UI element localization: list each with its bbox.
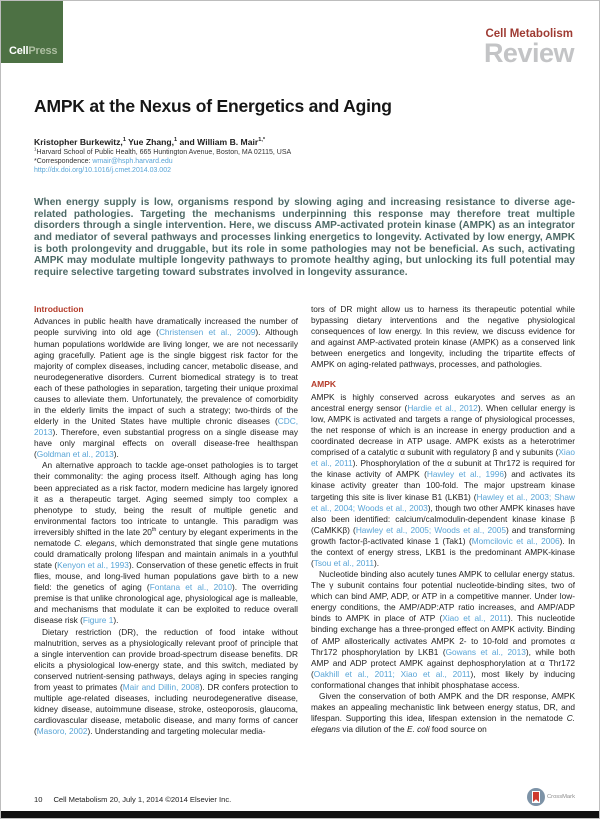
citation-link[interactable]: Xiao et al., 2011 — [442, 613, 508, 624]
cellpress-logo — [1, 1, 63, 63]
text-segment: C. elegans — [311, 713, 575, 735]
citation-link[interactable]: Fontana et al., 2010 — [149, 582, 233, 593]
superscript: 1,* — [258, 137, 266, 144]
text-segment: ). — [113, 615, 119, 626]
text-segment: ), most likely by inducing conformational changes that inhibit phosphatase access. — [311, 668, 575, 690]
text-segment: ). Conservation of these genetic effects in fruit flies, mouse, and long-lived human populations gave birth to a new field: the genetics of aging ( — [34, 560, 299, 593]
citation-link[interactable]: Christensen et al., 2009 — [158, 327, 256, 338]
email-link[interactable]: wmair@hsph.harvard.edu — [92, 158, 173, 165]
affiliation — [34, 146, 292, 156]
column-left — [34, 304, 298, 793]
citation-link[interactable]: Tsou et al., 2011 — [313, 558, 375, 568]
section-heading: AMPK — [311, 379, 337, 390]
citation-link[interactable]: Hawley et al., 2005; Woods et al., 2005 — [355, 524, 506, 535]
text-segment: ). This nucleotide binding exchange has a three-pronged effect on AMPK activity. Binding of AMP allosterically activates AMPK 2- to 10-fold and promotes α Thr172 phosphorylation by LKB1 ( — [311, 613, 575, 657]
text-segment: AMPK is highly conserved across eukaryotes and serves as an ancestral energy sensor ( — [311, 391, 575, 413]
crossmark-logo[interactable] — [527, 788, 575, 806]
author-line — [34, 137, 265, 147]
citation-link[interactable]: Oakhill et al., 2011; Xiao et al., 2011 — [313, 668, 471, 679]
citation-link[interactable]: Mair and Dillin, 2008 — [122, 681, 200, 692]
citation-link[interactable]: Masoro, 2002 — [36, 726, 88, 737]
text-segment: Nucleotide binding also acutely tunes AMPK to cellular energy status. The γ subunit contains four potential nucleotide-binding sites, two of which can bind AMP, ADP, or ATP in a competitive manner. Under low-energy conditions, the AMP/ADP:ATP ratio increases, and AMP/ADP binds to AMPK in place of ATP ( — [311, 569, 575, 624]
text-segment: via dilution of the — [340, 724, 407, 735]
text-segment: *Correspondence: — [34, 158, 93, 165]
body-paragraph — [34, 460, 298, 626]
bottom-bar — [1, 811, 600, 818]
text-segment: ). — [374, 558, 380, 568]
text-segment: ), while both AMP and ADP protect AMPK against dephosphorylation at α Thr172 ( — [311, 646, 575, 679]
article-type: Review — [483, 38, 574, 68]
footer — [34, 795, 231, 804]
citation-link[interactable]: Hawley et al., 2003; Shaw et al., 2004; Woods et al., 2003 — [311, 491, 575, 513]
body-columns — [34, 304, 575, 793]
body-paragraph — [311, 392, 575, 569]
text-segment: ). The overriding premise is that unlike chronological age, physiological age is malleable, and mechanisms that modulate it can be exploited to reduce overall disease risk ( — [34, 582, 298, 626]
superscript: th — [151, 527, 157, 534]
section-heading: Introduction — [34, 304, 84, 314]
text-segment: C. elegans — [74, 537, 115, 548]
text-segment: ). When cellular energy is low, AMPK is activated and targets a range of physiological processes, the net response of which is an increase in energy production and a coordinated decrease in ATP usage. AMPK exists as a heterotrimer comprised of a catalytic α subunit with regulatory β and γ subunits ( — [311, 402, 575, 458]
text-segment: ). DR confers protection to multiple age-related diseases, including neurodegenerative disease, kidney disease, autoimmune disease, stroke, osteoporosis, glaucoma, cardiovascular disease, metabolic disease, and many forms of cancer ( — [34, 681, 298, 737]
citation-link[interactable]: Goldman et al., 2013 — [36, 449, 114, 460]
citation-link[interactable]: Gowans et al., 2013 — [445, 646, 526, 657]
text-segment: ). — [113, 449, 119, 460]
column-right — [311, 304, 575, 793]
text-segment: ). Although human populations worldwide are living longer, we are not necessarily aging gracefully. Patient age is the single biggest risk factor for the majority of complex diseases, including cancer, metabolic disease, and neurodegenerative disorders. Current biomedical strategy is to treat each of these pathologies in separation, targeting their unique proximal causes to alleviate them. Unfortunately, the prevalence of comorbidity in the elderly limits the impact of such a strategy; two-thirds of the elderly in the United States have multiple chronic diseases ( — [34, 327, 298, 427]
text-segment: E. coli — [406, 724, 430, 735]
text-segment: ) and activates its kinase activity greater than 100-fold. The major upstream kinase targeting this site is liver kinase B1 (LKB1) ( — [311, 469, 575, 502]
citation-link[interactable]: Xiao et al., 2011 — [311, 447, 575, 469]
cellpress-logo-text — [9, 45, 57, 57]
citation-link[interactable]: Figure 1 — [82, 615, 114, 626]
brand-press: Press — [28, 45, 58, 57]
text-segment: food source on — [429, 724, 487, 735]
correspondence-line — [34, 158, 173, 165]
crossmark-label: CrossMark — [546, 794, 575, 800]
footer-citation: Cell Metabolism 20, July 1, 2014 ©2014 Elsevier Inc. — [53, 795, 232, 804]
text-segment: and William B. Mair — [177, 137, 259, 147]
text-segment: Dietary restriction (DR), the reduction of food intake without malnutrition, serves as a physiologically relevant proof of principle that a single intervention can provide broad-spectrum disease benefits. DR elicits a physiological low-energy state, and this switch, mediated by conserved nutrient-sensing pathways, delays aging in species ranging from yeast to primates ( — [34, 626, 298, 692]
page-title: AMPK at the Nexus of Energetics and Aging — [34, 96, 392, 116]
abstract: When energy supply is low, organisms respond by slowing aging and increasing resistance to diverse age-related pathologies. Targeting the mechanisms underpinning this response may therefore treat multiple disorders through a single intervention. Here, we discuss AMP-activated protein kinase (AMPK) as an integrator and mediator of several pathways and processes linking energetics to longevity. Activated by low energy, AMPK is both prolongevity and druggable, but its role in some pathologies may not be beneficial. As such, activating AMPK may modulate multiple longevity pathways to promote healthy aging, but unlocking its full potential may require selective targeting toward substrates involved in longevity assurance. — [34, 197, 575, 278]
citation-link[interactable]: Hardie et al., 2012 — [407, 402, 478, 413]
superscript: 1 — [174, 137, 178, 144]
text-segment: ). In the context of energy stress, LKB1 is the predominant AMPK-kinase ( — [311, 535, 575, 568]
citation-link[interactable]: Kenyon et al., 1993 — [57, 560, 129, 571]
body-paragraph — [34, 627, 298, 738]
body-paragraph — [34, 316, 298, 460]
text-segment: ), though two other AMPK kinases have also been identified: calcium/calmodulin-dependent kinase kinase β (CaMKKβ) ( — [311, 502, 575, 535]
superscript: 1 — [34, 146, 37, 152]
text-segment: ) and transforming growth factor-β-activated kinase 1 (Tak1) ( — [311, 524, 575, 546]
superscript: 1 — [122, 137, 126, 144]
body-paragraph — [311, 569, 575, 691]
body-paragraph — [311, 304, 575, 370]
text-segment: Yue Zhang, — [125, 137, 175, 147]
citation-link[interactable]: Hawley et al., 1996 — [426, 469, 504, 480]
text-segment: ). Phosphorylation of the α subunit at Thr172 is required for the kinase activity of AMPK ( — [311, 458, 575, 480]
doi-link[interactable]: http://dx.doi.org/10.1016/j.cmet.2014.03.002 — [34, 167, 171, 174]
body-paragraph — [311, 691, 575, 735]
text-segment: ). Understanding and targeting molecular media- — [87, 726, 266, 737]
citation-link[interactable]: CDC, 2013 — [34, 416, 298, 438]
text-segment: Given the conservation of both AMPK and the DR response, AMPK makes an appealing mechanistic link between energy status, DR, and lifespan. Supporting this idea, lifespan extension in the nematode — [311, 690, 575, 724]
text-segment: Harvard School of Public Health, 665 Huntington Avenue, Boston, MA 02115, USA — [36, 149, 292, 156]
text-segment: tors of DR might allow us to harness its therapeutic potential while bypassing dietary interventions and the negative physiological consequences of low energy. In this review, we discuss evidence for and against AMP-activated protein kinase (AMPK) as a conserved link between energetics and longevity, including the tripartite effects of AMPK on aging-related pathways, processes, and pathologies. — [311, 304, 575, 370]
text-segment: ). Therefore, even substantial progress on a single disease may have only marginal effects on overall disease-free healthspan ( — [34, 427, 298, 460]
text-segment: century by elegant experiments in the nematode — [34, 526, 298, 548]
text-segment: , which demonstrated that single gene mutations could dramatically prolong lifespan and maintain animals in a youthful state ( — [34, 537, 298, 571]
page-number: 10 — [34, 795, 43, 804]
text-segment: Advances in public health have dramatically increased the number of people surviving into old age ( — [34, 316, 298, 338]
citation-link[interactable]: Momcilovic et al., 2006 — [471, 535, 560, 546]
brand-cell: Cell — [9, 45, 29, 57]
text-segment: Kristopher Burkewitz, — [34, 137, 123, 147]
doi-line — [34, 167, 171, 174]
journal-name: Cell Metabolism — [485, 28, 573, 40]
crossmark-bookmark-icon — [532, 791, 540, 803]
text-segment: An alternative approach to tackle age-onset pathologies is to target their commonality: the aging process itself. Although aging has long been appreciated as a risk factor, modern medicine has largely ignored it as a therapeutic target. Aging seemed simply too complex a phenotype to study, being the result of multiple genetic and environmental factors too intricate to untangle. This paradigm was irreversibly shifted in the late 20 — [34, 460, 298, 537]
crossmark-icon — [527, 788, 545, 806]
